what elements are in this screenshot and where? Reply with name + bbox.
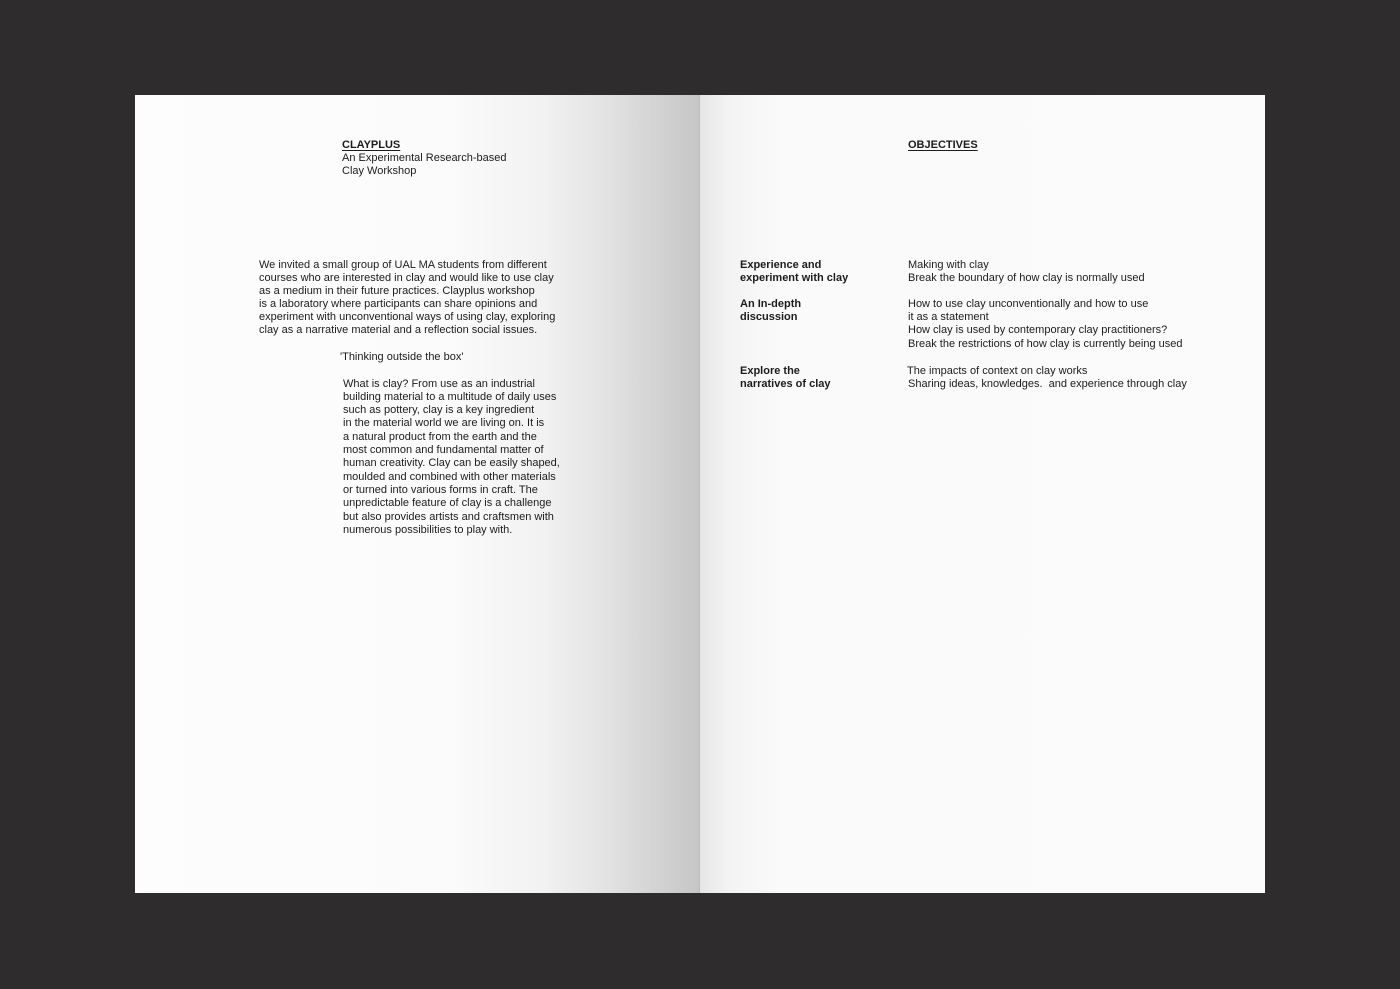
objective-label: experiment with clay — [740, 272, 849, 284]
body-line: in the material world we are living on. It is — [343, 417, 545, 429]
body-line: or turned into various forms in craft. The — [343, 484, 538, 496]
page-title: CLAYPLUS — [342, 139, 401, 151]
intro-line: clay as a narrative material and a reflection social issues. — [259, 324, 538, 336]
body-line: building material to a multitude of daily uses — [343, 391, 557, 403]
body-line: numerous possibilities to play with. — [343, 524, 513, 536]
objective-detail: Break the restrictions of how clay is currently being used — [908, 338, 1183, 350]
objective-label: Experience and — [740, 259, 822, 271]
objective-label: narratives of clay — [740, 378, 831, 390]
subtitle-line: An Experimental Research-based — [342, 152, 507, 164]
body-line: a natural product from the earth and the — [343, 431, 537, 443]
objective-label: Explore the — [740, 365, 800, 377]
left-page — [135, 95, 700, 893]
objective-detail: How clay is used by contemporary clay practitioners? — [908, 324, 1168, 336]
right-page — [700, 95, 1265, 893]
intro-line: We invited a small group of UAL MA students from different — [259, 259, 547, 271]
body-line: moulded and combined with other materials — [343, 471, 556, 483]
intro-line: experiment with unconventional ways of using clay, exploring — [259, 311, 556, 323]
quote: 'Thinking outside the box' — [340, 351, 464, 363]
objective-label: An In-depth — [740, 298, 802, 310]
body-line: unpredictable feature of clay is a challenge — [343, 497, 552, 509]
body-line: What is clay? From use as an industrial — [343, 378, 535, 390]
objective-detail: Break the boundary of how clay is normally used — [908, 272, 1145, 284]
body-line: human creativity. Clay can be easily shaped, — [343, 457, 560, 469]
body-line: such as pottery, clay is a key ingredient — [343, 404, 535, 416]
objective-detail: Sharing ideas, knowledges. and experience through clay — [908, 378, 1187, 390]
intro-line: is a laboratory where participants can share opinions and — [259, 298, 538, 310]
body-line: most common and fundamental matter of — [343, 444, 544, 456]
body-line: but also provides artists and craftsmen with — [343, 511, 554, 523]
subtitle-line: Clay Workshop — [342, 165, 417, 177]
objectives-title: OBJECTIVES — [908, 139, 978, 151]
intro-line: courses who are interested in clay and would like to use clay — [259, 272, 554, 284]
objective-detail: How to use clay unconventionally and how to use — [908, 298, 1149, 310]
intro-line: as a medium in their future practices. Clayplus workshop — [259, 285, 535, 297]
objective-detail: it as a statement — [908, 311, 989, 323]
booklet-spread — [135, 95, 1265, 893]
objective-detail: Making with clay — [908, 259, 989, 271]
objective-label: discussion — [740, 311, 798, 323]
objective-detail: The impacts of context on clay works — [907, 365, 1088, 377]
